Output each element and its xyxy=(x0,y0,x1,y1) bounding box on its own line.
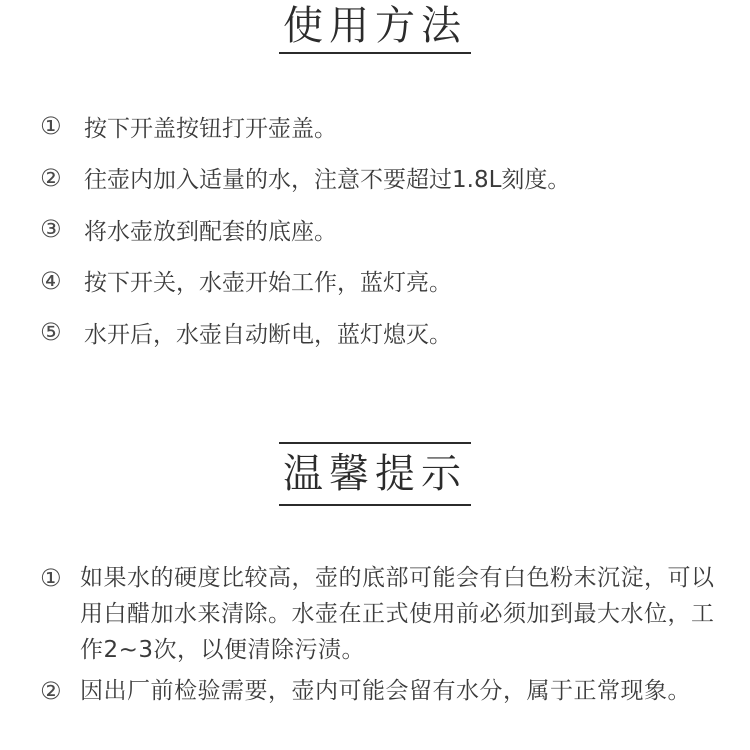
usage-step xyxy=(40,160,730,196)
tip-text: 因出厂前检验需要，壶内可能会留有水分，属于正常现象。 xyxy=(80,678,691,704)
usage-step xyxy=(40,314,730,350)
step-text: 按下开关，水壶开始工作，蓝灯亮。 xyxy=(84,270,452,296)
usage-title: 使用方法 xyxy=(279,0,471,54)
step-number: ③ xyxy=(40,215,62,243)
usage-steps-list xyxy=(40,108,730,366)
step-number: ① xyxy=(40,112,62,140)
usage-step xyxy=(40,211,730,247)
step-text: 往壶内加入适量的水，注意不要超过1.8L刻度。 xyxy=(84,167,571,193)
step-number: ⑤ xyxy=(40,318,62,346)
step-text: 水开后，水壶自动断电，蓝灯熄灭。 xyxy=(84,321,452,348)
tips-section-header xyxy=(0,442,750,506)
tip-text: 如果水的硬度比较高，壶的底部可能会有白色粉末沉淀，可以用白醋加水来清除。水壶在正式使用前必须加到最大水位，工作2~3次，以便清除污渍。 xyxy=(80,565,715,663)
usage-step xyxy=(40,108,730,144)
tips-title: 温馨提示 xyxy=(279,442,471,506)
step-number: ② xyxy=(40,163,62,192)
tip-number: ① xyxy=(40,564,62,592)
tip-number: ② xyxy=(40,677,62,705)
tips-list xyxy=(40,560,720,714)
tip-item xyxy=(40,673,720,709)
step-text: 将水壶放到配套的底座。 xyxy=(84,218,337,245)
usage-step xyxy=(40,263,730,299)
usage-section-header xyxy=(0,0,750,54)
step-text: 按下开盖按钮打开壶盖。 xyxy=(84,115,337,142)
tip-item xyxy=(40,560,720,668)
step-number: ④ xyxy=(40,266,62,295)
